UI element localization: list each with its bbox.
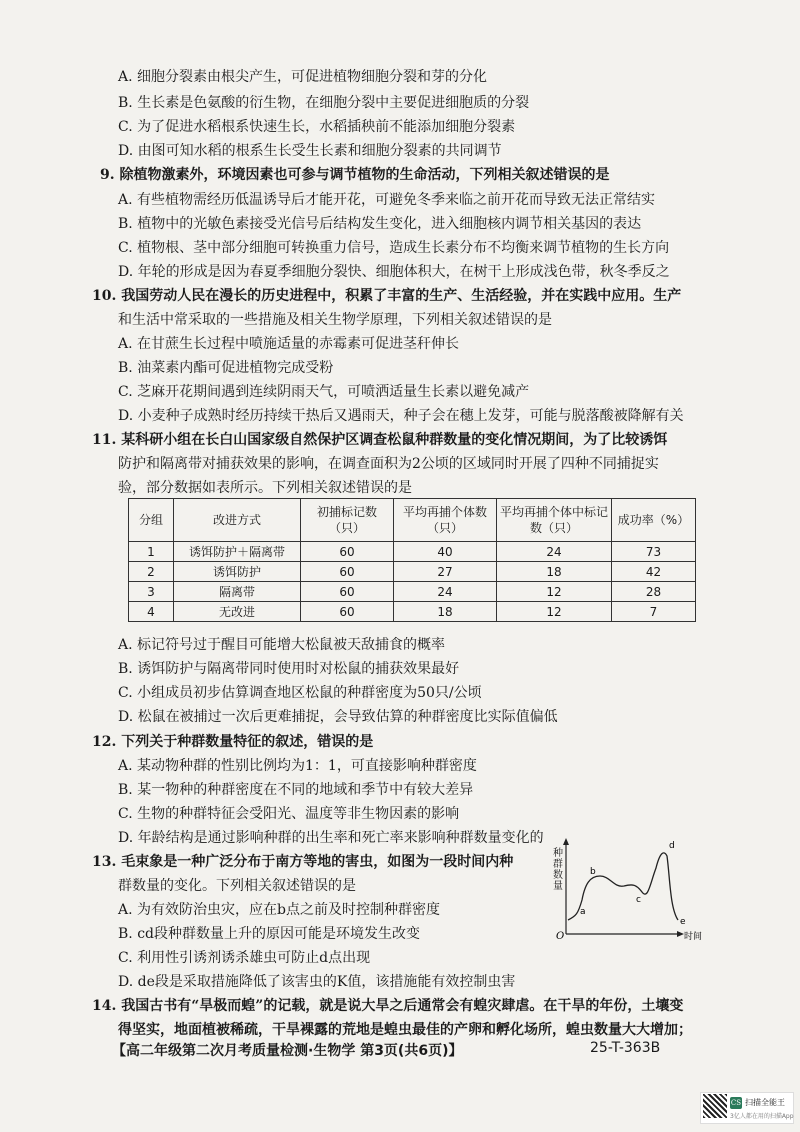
table-header-row — [129, 499, 696, 542]
text-line: 验，部分数据如表所示。下列相关叙述错误的是 — [118, 480, 412, 496]
table-cell: 4 — [129, 602, 174, 622]
question-stem: 13. 毛束象是一种广泛分布于南方等地的害虫，如图为一段时间内种 — [92, 854, 514, 870]
text-line: B. 植物中的光敏色素接受光信号后结构发生变化，进入细胞核内调节相关基因的表达 — [118, 216, 642, 232]
text-line: D. 年轮的形成是因为春夏季细胞分裂快、细胞体积大，在树干上形成浅色带，秋冬季反之 — [118, 264, 670, 280]
text-line: A. 细胞分裂素由根尖产生，可促进植物细胞分裂和芽的分化 — [118, 69, 488, 85]
table-cell: 12 — [497, 582, 612, 602]
table-row — [129, 602, 696, 622]
table-row — [129, 582, 696, 602]
text-line: 防护和隔离带对捕获效果的影响，在调查面积为2公顷的区域同时开展了四种不同捕捉实 — [118, 456, 659, 472]
page-code: 25-T-363B — [590, 1040, 661, 1056]
scanner-logo: CS — [730, 1099, 742, 1107]
table-cell: 7 — [612, 602, 696, 622]
table-header-cell: 平均再捕个体数（只） — [394, 499, 497, 542]
table-cell: 诱饵防护 — [174, 562, 301, 582]
text-line: 和生活中常采取的一些措施及相关生物学原理，下列相关叙述错误的是 — [118, 312, 552, 328]
table-cell: 24 — [497, 542, 612, 562]
table-cell: 40 — [394, 542, 497, 562]
scanner-title: 扫描全能王 — [745, 1098, 785, 1107]
text-line: B. 诱饵防护与隔离带同时使用时对松鼠的捕获效果最好 — [118, 661, 460, 677]
text-line: C. 利用性引诱剂诱杀雄虫可防止d点出现 — [118, 950, 371, 966]
text-line: C. 小组成员初步估算调查地区松鼠的种群密度为50只/公顷 — [118, 685, 482, 701]
point-label-c: c — [636, 895, 641, 905]
table-cell: 3 — [129, 582, 174, 602]
table-cell: 无改进 — [174, 602, 301, 622]
text-line: D. 年龄结构是通过影响种群的出生率和死亡率来影响种群数量变化的 — [118, 830, 544, 846]
table-cell: 诱饵防护＋隔离带 — [174, 542, 301, 562]
table-cell: 42 — [612, 562, 696, 582]
text-line: D. 松鼠在被捕过一次后更难捕捉，会导致估算的种群密度比实际值偏低 — [118, 709, 558, 725]
graph-ylabel: 种群数量 — [553, 848, 563, 892]
question-stem: 14. 我国古书有“旱极而蝗”的记载，就是说大旱之后通常会有蝗灾肆虐。在干旱的年份，土壤变 — [92, 998, 684, 1014]
table-cell: 60 — [301, 582, 394, 602]
question-stem: 9. 除植物激素外，环境因素也可参与调节植物的生命活动，下列相关叙述错误的是 — [100, 167, 610, 183]
qr-code-icon — [703, 1094, 727, 1118]
table-cell: 1 — [129, 542, 174, 562]
text-line: A. 在甘蔗生长过程中喷施适量的赤霉素可促进茎秆伸长 — [118, 336, 460, 352]
text-line: B. 油菜素内酯可促进植物完成受粉 — [118, 360, 334, 376]
text-line: A. 有些植物需经历低温诱导后才能开花，可避免冬季来临之前开花而导致无法正常结实 — [118, 192, 656, 208]
question-stem: 11. 某科研小组在长白山国家级自然保护区调查松鼠种群数量的变化情况期间，为了比较诱饵 — [92, 432, 668, 448]
text-line: A. 标记符号过于醒目可能增大松鼠被天敌捕食的概率 — [118, 637, 446, 653]
table-cell: 24 — [394, 582, 497, 602]
table-cell: 60 — [301, 542, 394, 562]
table-header-cell: 平均再捕个体中标记数（只） — [497, 499, 612, 542]
text-line: A. 为有效防治虫灾，应在b点之前及时控制种群密度 — [118, 902, 440, 918]
population-graph — [552, 838, 702, 940]
table-cell: 12 — [497, 602, 612, 622]
page-footer-title: 【高二年级第二次月考质量检测·生物学 第3页(共6页)】 — [112, 1043, 463, 1059]
point-label-e: e — [680, 917, 686, 927]
table-cell: 60 — [301, 562, 394, 582]
table-row — [129, 542, 696, 562]
graph-origin: O — [556, 931, 565, 940]
text-line: C. 为了促进水稻根系快速生长，水稻插秧前不能添加细胞分裂素 — [118, 119, 516, 135]
table-cell: 60 — [301, 602, 394, 622]
table-cell: 18 — [394, 602, 497, 622]
question-stem: 12. 下列关于种群数量特征的叙述，错误的是 — [92, 734, 374, 750]
text-line: B. 某一物种的种群密度在不同的地域和季节中有较大差异 — [118, 782, 474, 798]
y-axis-arrow-icon — [563, 838, 569, 845]
capture-data-table — [128, 498, 696, 622]
table-header-cell: 改进方式 — [174, 499, 301, 542]
table-row — [129, 562, 696, 582]
table-cell: 73 — [612, 542, 696, 562]
text-line: 群数量的变化。下列相关叙述错误的是 — [118, 878, 356, 894]
point-label-b: b — [590, 867, 596, 877]
table-cell: 28 — [612, 582, 696, 602]
graph-xlabel: 时间 — [684, 932, 702, 940]
table-cell: 2 — [129, 562, 174, 582]
table-header-cell: 初捕标记数（只） — [301, 499, 394, 542]
text-line: A. 某动物种群的性别比例均为1：1，可直接影响种群密度 — [118, 758, 477, 774]
question-stem: 得坚实，地面植被稀疏，干旱裸露的荒地是蝗虫最佳的产卵和孵化场所，蝗虫数量大大增加； — [118, 1022, 692, 1038]
table-cell: 27 — [394, 562, 497, 582]
text-line: C. 植物根、茎中部分细胞可转换重力信号，造成生长素分布不均衡来调节植物的生长方向 — [118, 240, 670, 256]
table-header-cell: 成功率（%） — [612, 499, 696, 542]
text-line: C. 生物的种群特征会受阳光、温度等非生物因素的影响 — [118, 806, 460, 822]
text-line: C. 芝麻开花期间遇到连续阴雨天气，可喷洒适量生长素以避免减产 — [118, 384, 530, 400]
point-label-a: a — [580, 907, 586, 917]
point-label-d: d — [669, 841, 675, 851]
scanner-subtitle: 3亿人都在用的扫描App — [730, 1113, 794, 1120]
text-line: B. cd段种群数量上升的原因可能是环境发生改变 — [118, 926, 420, 942]
table-cell: 隔离带 — [174, 582, 301, 602]
text-line: D. 由图可知水稻的根系生长受生长素和细胞分裂素的共同调节 — [118, 143, 502, 159]
x-axis-arrow-icon — [677, 931, 684, 937]
text-line: B. 生长素是色氨酸的衍生物，在细胞分裂中主要促进细胞质的分裂 — [118, 95, 530, 111]
table-header-cell: 分组 — [129, 499, 174, 542]
table-cell: 18 — [497, 562, 612, 582]
text-line: D. 小麦种子成熟时经历持续干热后又遇雨天，种子会在穗上发芽，可能与脱落酸被降解有关 — [118, 408, 684, 424]
text-line: D. de段是采取措施降低了该害虫的K值，该措施能有效控制虫害 — [118, 974, 516, 990]
question-stem: 10. 我国劳动人民在漫长的历史进程中，积累了丰富的生产、生活经验，并在实践中应用。生产 — [92, 288, 682, 304]
